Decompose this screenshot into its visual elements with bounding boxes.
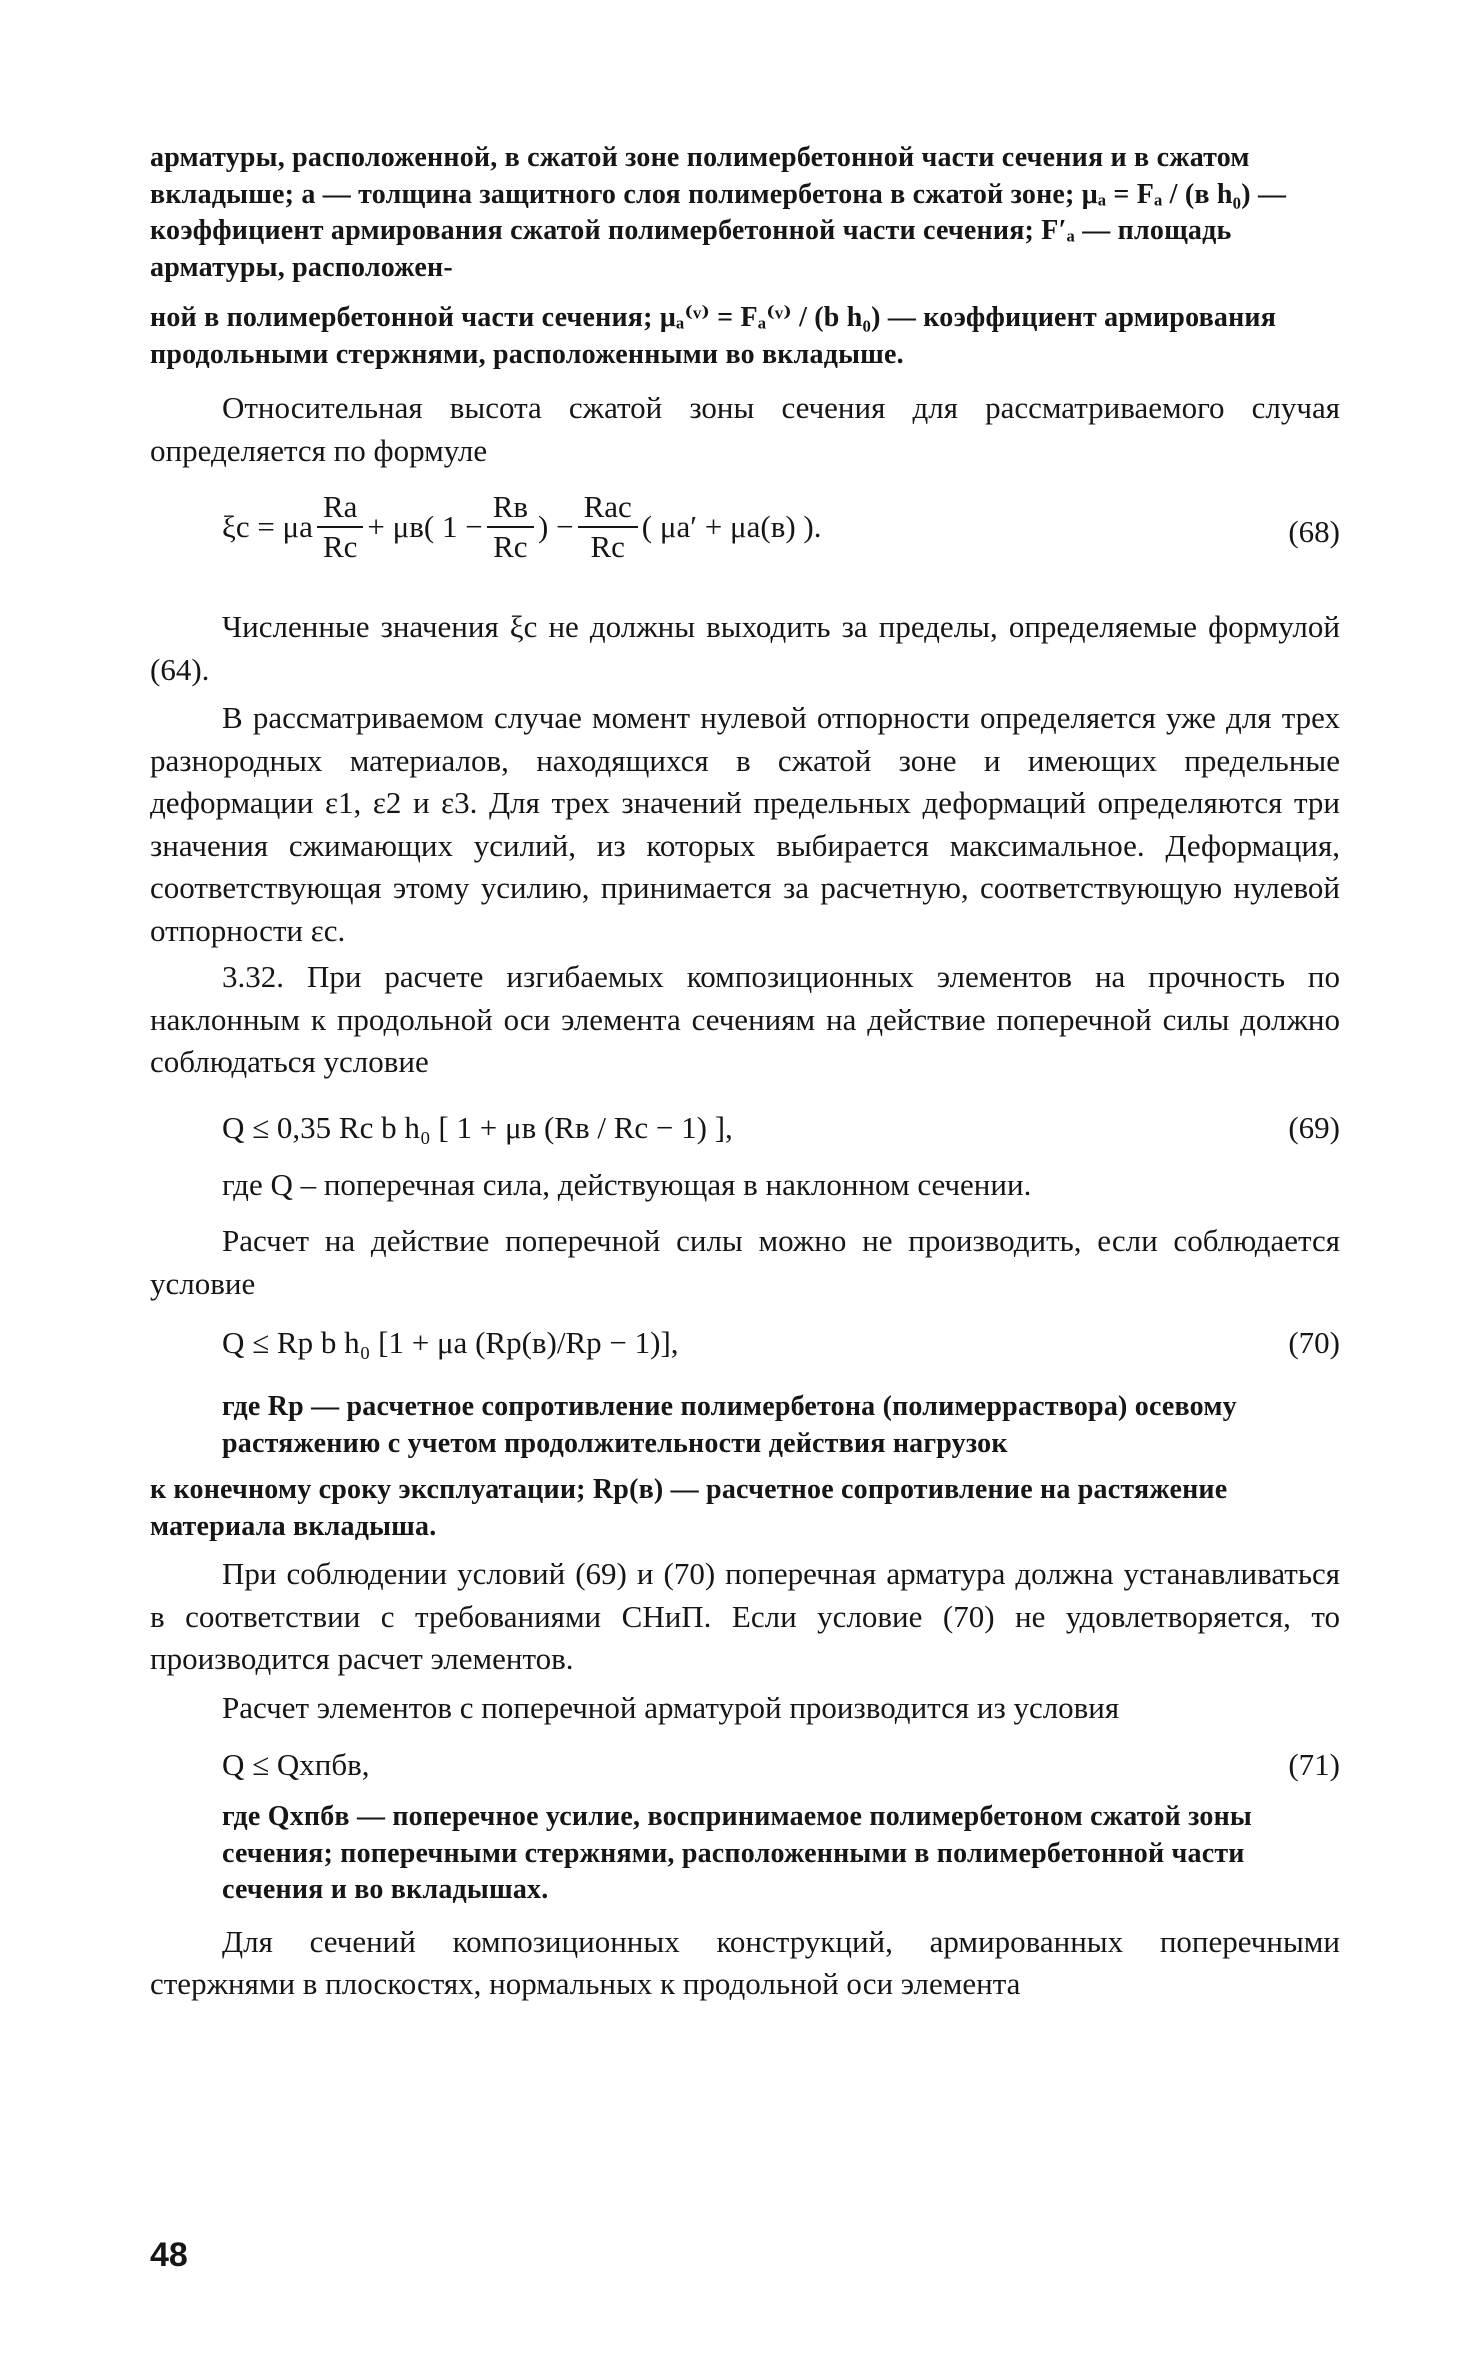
- paragraph-rp-definition: где Rp — расчетное сопротивление полимербетона (полимерраствора) осевому растяжению с учетом продолжительности действия нагрузок: [222, 1391, 1237, 1459]
- intro-paragraph-continued: ной в полимербетонной части сечения; μₐ⁽ᵛ⁾ = Fₐ⁽ᵛ⁾ / (b h₀) — коэффициент армирования продольными стержнями, расположенными во вкладыше.: [150, 302, 1277, 370]
- formula-68-mid2: ) −: [538, 509, 574, 544]
- paragraph-shear-condition: Расчет на действие поперечной силы можно не производить, если соблюдается условие: [150, 1223, 1340, 1301]
- fraction-numerator: Rac: [578, 488, 638, 528]
- paragraph-relative-height: Относительная высота сжатой зоны сечения для рассматриваемого случая определяется по формуле: [150, 390, 1340, 468]
- fraction-denominator: Rc: [590, 529, 625, 564]
- formula-68-tail: ( μa′ + μa(в) ).: [641, 509, 822, 544]
- fraction-ra-rc: [317, 488, 363, 566]
- formula-69: [150, 1110, 1340, 1160]
- formula-68-mid: + μв( 1 −: [367, 509, 483, 544]
- formula-71: [150, 1747, 1340, 1797]
- formula-70-expression: Q ≤ Rp b h₀ [1 + μa (Rp(в)/Rp − 1)],: [222, 1325, 679, 1360]
- formula-68-number: (68): [1288, 514, 1340, 549]
- formula-70: [150, 1325, 1340, 1375]
- formula-68: [150, 480, 1340, 592]
- fraction-numerator: Ra: [317, 488, 363, 528]
- paragraph-conditions-69-70: При соблюдении условий (69) и (70) поперечная арматура должна устанавливаться в соответствии с требованиями СНиП. Если условие (70) не удовлетворяется, то производится расчет элементов.: [150, 1556, 1340, 1676]
- fraction-rac-rc: [578, 488, 638, 566]
- formula-68-lhs: ξc = μa: [222, 509, 313, 544]
- page-number: 48: [150, 2236, 188, 2274]
- paragraph-3-32: 3.32. При расчете изгибаемых композиционных элементов на прочность по наклонным к продольной оси элемента сечениям на действие поперечной силы должно соблюдаться условие: [150, 959, 1340, 1079]
- fraction-denominator: Rc: [493, 529, 528, 564]
- fraction-numerator: Rв: [487, 488, 534, 528]
- formula-69-number: (69): [1288, 1109, 1340, 1145]
- paragraph-qxpbv-definition: где Qхпбв — поперечное усилие, воспринимаемое полимербетоном сжатой зоны сечения; поперечными стержнями, расположенными в полимербетонной части сечения и во вкладышах.: [222, 1801, 1252, 1905]
- fraction-denominator: Rc: [322, 529, 358, 564]
- paragraph-composite-sections: Для сечений композиционных конструкций, армированных поперечными стержнями в плоскостях, нормальных к продольной оси элемента: [150, 1923, 1340, 2001]
- paragraph-zero-resistance-moment: В рассматриваемом случае момент нулевой отпорности определяется уже для трех разнородных материалов, находящихся в сжатой зоне и имеющих предельные деформации ε1, ε2 и ε3. Для трех значений предельных деформаций определяются три значения сжимающих усилий, из которых выбирается максимальное. Деформация, соответствующая этому усилию, принимается за расчетную, соответствующую нулевой отпорности εc.: [150, 700, 1340, 948]
- formula-71-number: (71): [1288, 1747, 1340, 1782]
- paragraph-q-definition: где Q – поперечная сила, действующая в наклонном сечении.: [222, 1166, 1032, 1202]
- intro-paragraph: арматуры, расположенной, в сжатой зоне полимербетонной части сечения и в сжатом вкладыше; a — толщина защитного слоя полимербетона в сжатой зоне; μₐ = Fₐ / (в h₀) — коэффициент армирования сжатой полимербетонной части сечения; F′ₐ — площадь арматуры, расположен-: [150, 142, 1287, 283]
- formula-71-expression: Q ≤ Qхпбв,: [222, 1747, 370, 1782]
- page-body: [150, 140, 1340, 2006]
- paragraph-transverse-reinforcement: Расчет элементов с поперечной арматурой производится из условия: [222, 1689, 1120, 1725]
- formula-69-expression: Q ≤ 0,35 Rc b h₀ [ 1 + μв (Rв / Rc − 1) ],: [222, 1109, 733, 1145]
- paragraph-numeric-values: Численные значения ξc не должны выходить за пределы, определяемые формулой (64).: [150, 609, 1340, 687]
- formula-70-number: (70): [1288, 1325, 1340, 1360]
- paragraph-rp-insert: к конечному сроку эксплуатации; Rp(в) — расчетное сопротивление на растяжение материала вкладыша.: [150, 1474, 1228, 1542]
- fraction-rv-rc: [487, 488, 534, 566]
